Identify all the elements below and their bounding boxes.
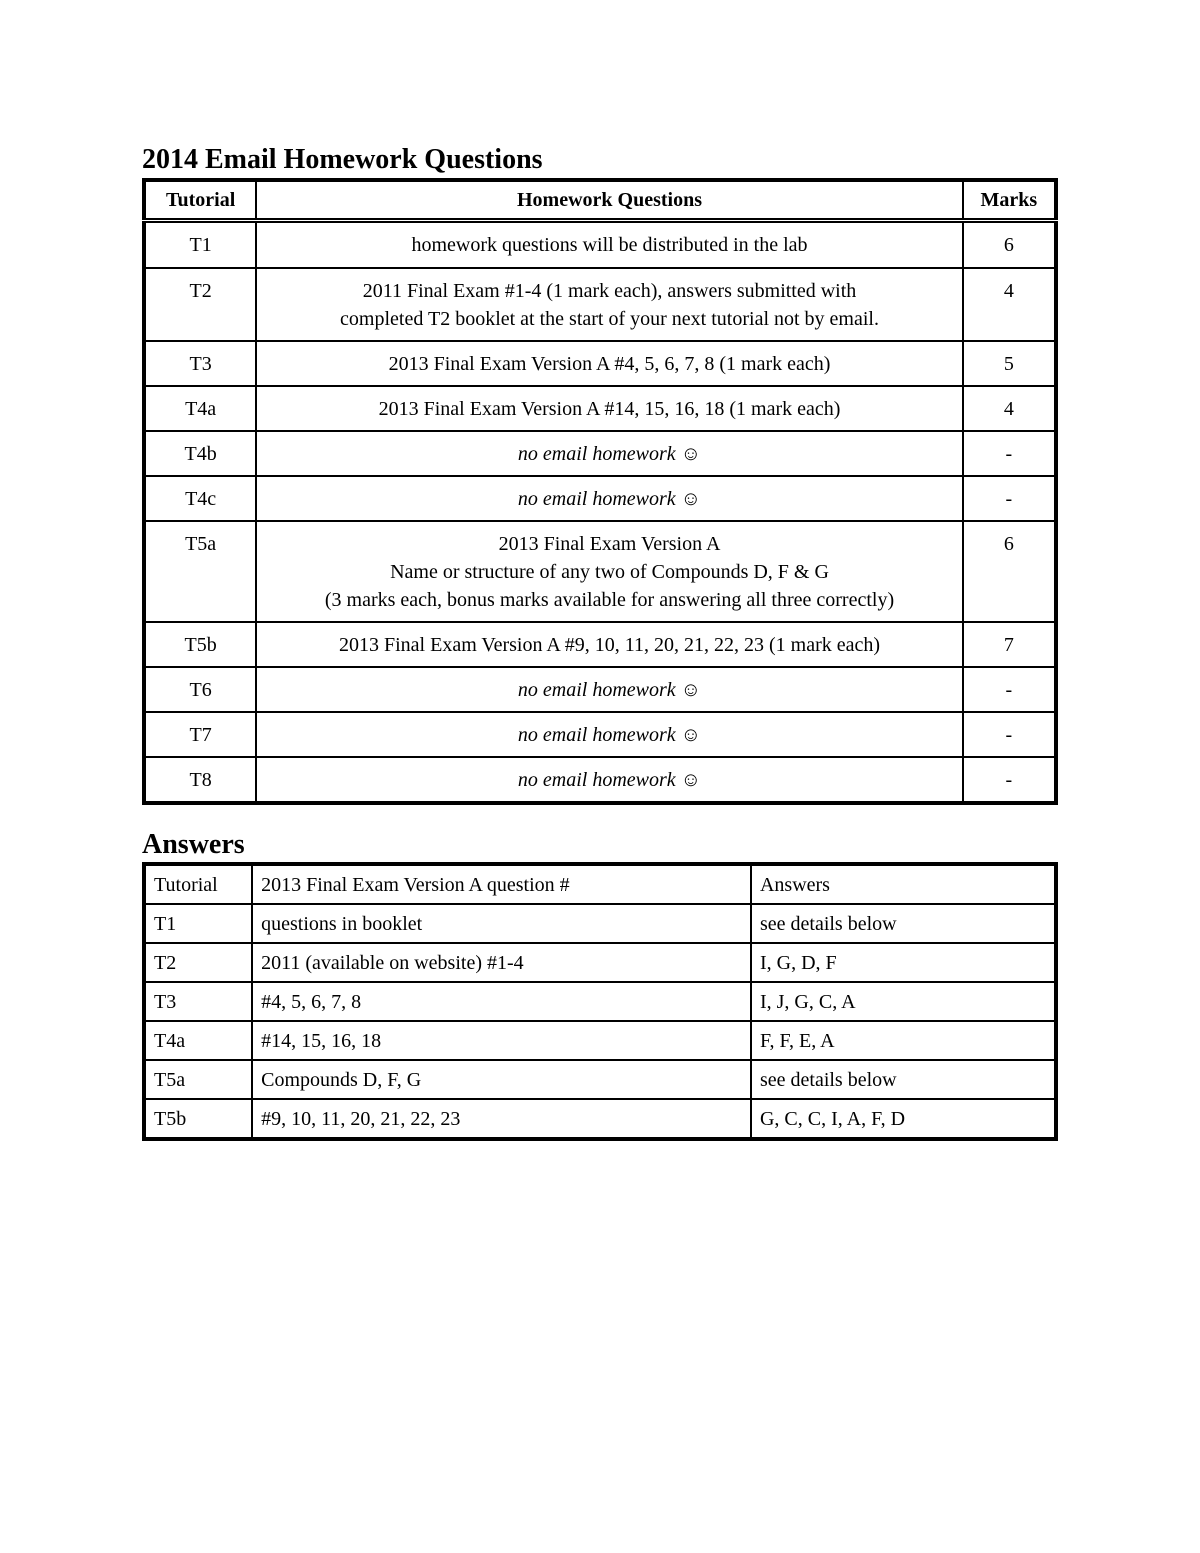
homework-header-tutorial: Tutorial <box>144 180 256 221</box>
homework-section-title: 2014 Email Homework Questions <box>142 144 543 175</box>
answers-header-question: 2013 Final Exam Version A question # <box>252 864 751 904</box>
tutorial-cell: T4c <box>144 476 256 521</box>
tutorial-cell: T2 <box>144 268 256 341</box>
question-cell: #14, 15, 16, 18 <box>252 1021 751 1060</box>
homework-header-questions: Homework Questions <box>256 180 963 221</box>
marks-cell: 4 <box>963 268 1056 341</box>
question-cell <box>256 341 963 386</box>
tutorial-cell: T3 <box>144 982 252 1021</box>
homework-row <box>144 757 1056 803</box>
tutorial-cell: T8 <box>144 757 256 803</box>
tutorial-cell: T4b <box>144 431 256 476</box>
marks-cell: 5 <box>963 341 1056 386</box>
homework-row <box>144 476 1056 521</box>
answers-row <box>144 943 1056 982</box>
answers-row <box>144 904 1056 943</box>
tutorial-cell: T5a <box>144 521 256 622</box>
answer-cell: see details below <box>751 904 1056 943</box>
marks-cell: 4 <box>963 386 1056 431</box>
question-line: no email homework ☺ <box>517 443 702 465</box>
question-cell <box>256 221 963 269</box>
question-cell <box>256 622 963 667</box>
marks-cell: 6 <box>963 521 1056 622</box>
question-line: no email homework ☺ <box>517 724 702 746</box>
tutorial-cell: T5b <box>144 1099 252 1139</box>
answers-section-title: Answers <box>142 829 245 860</box>
homework-row <box>144 386 1056 431</box>
tutorial-cell: T3 <box>144 341 256 386</box>
tutorial-cell: T1 <box>144 904 252 943</box>
answer-cell: F, F, E, A <box>751 1021 1056 1060</box>
homework-table <box>142 178 1058 805</box>
question-cell: Compounds D, F, G <box>252 1060 751 1099</box>
homework-row <box>144 521 1056 622</box>
question-cell <box>256 521 963 622</box>
tutorial-cell: T5b <box>144 622 256 667</box>
answers-row <box>144 982 1056 1021</box>
question-cell: 2011 (available on website) #1-4 <box>252 943 751 982</box>
marks-cell: - <box>963 667 1056 712</box>
tutorial-cell: T4a <box>144 1021 252 1060</box>
marks-cell: - <box>963 431 1056 476</box>
question-cell <box>256 268 963 341</box>
answers-row <box>144 1060 1056 1099</box>
marks-cell: - <box>963 476 1056 521</box>
answers-row <box>144 1021 1056 1060</box>
question-line: 2013 Final Exam Version A #9, 10, 11, 20, 21, 22, 23 (1 mark each) <box>338 634 881 656</box>
question-cell <box>256 386 963 431</box>
marks-cell: 6 <box>963 221 1056 269</box>
question-line: Name or structure of any two of Compounds D, F & G <box>390 561 829 583</box>
question-line: (3 marks each, bonus marks available for answering all three correctly) <box>324 589 895 611</box>
answers-header-row <box>144 864 1056 904</box>
answer-cell: see details below <box>751 1060 1056 1099</box>
answers-header-answers: Answers <box>751 864 1056 904</box>
marks-cell: - <box>963 712 1056 757</box>
tutorial-cell: T2 <box>144 943 252 982</box>
question-cell: questions in booklet <box>252 904 751 943</box>
marks-cell: - <box>963 757 1056 803</box>
question-line: 2013 Final Exam Version A #4, 5, 6, 7, 8 (1 mark each) <box>388 353 831 375</box>
question-cell <box>256 431 963 476</box>
question-cell: #9, 10, 11, 20, 21, 22, 23 <box>252 1099 751 1139</box>
tutorial-cell: T5a <box>144 1060 252 1099</box>
question-line: no email homework ☺ <box>517 488 702 510</box>
question-line: no email homework ☺ <box>517 679 702 701</box>
question-line: homework questions will be distributed in the lab <box>411 234 808 256</box>
homework-row <box>144 667 1056 712</box>
question-cell <box>256 712 963 757</box>
tutorial-cell: T4a <box>144 386 256 431</box>
tutorial-cell: T1 <box>144 221 256 269</box>
question-cell <box>256 476 963 521</box>
answers-row <box>144 1099 1056 1139</box>
homework-row <box>144 341 1056 386</box>
homework-header-row <box>144 180 1056 221</box>
question-line: 2013 Final Exam Version A <box>498 533 721 555</box>
answer-cell: I, J, G, C, A <box>751 982 1056 1021</box>
answer-cell: I, G, D, F <box>751 943 1056 982</box>
answers-header-tutorial: Tutorial <box>144 864 252 904</box>
homework-row <box>144 712 1056 757</box>
answer-cell: G, C, C, I, A, F, D <box>751 1099 1056 1139</box>
homework-row <box>144 622 1056 667</box>
homework-row <box>144 221 1056 269</box>
marks-cell: 7 <box>963 622 1056 667</box>
tutorial-cell: T6 <box>144 667 256 712</box>
question-line: no email homework ☺ <box>517 769 702 791</box>
homework-row <box>144 268 1056 341</box>
question-line: 2011 Final Exam #1-4 (1 mark each), answers submitted with <box>362 280 857 302</box>
homework-header-marks: Marks <box>963 180 1056 221</box>
question-cell <box>256 757 963 803</box>
homework-row <box>144 431 1056 476</box>
question-cell: #4, 5, 6, 7, 8 <box>252 982 751 1021</box>
question-cell <box>256 667 963 712</box>
answers-table <box>142 862 1058 1141</box>
question-line: completed T2 booklet at the start of your next tutorial not by email. <box>340 308 879 330</box>
question-line: 2013 Final Exam Version A #14, 15, 16, 18 (1 mark each) <box>378 398 841 420</box>
tutorial-cell: T7 <box>144 712 256 757</box>
